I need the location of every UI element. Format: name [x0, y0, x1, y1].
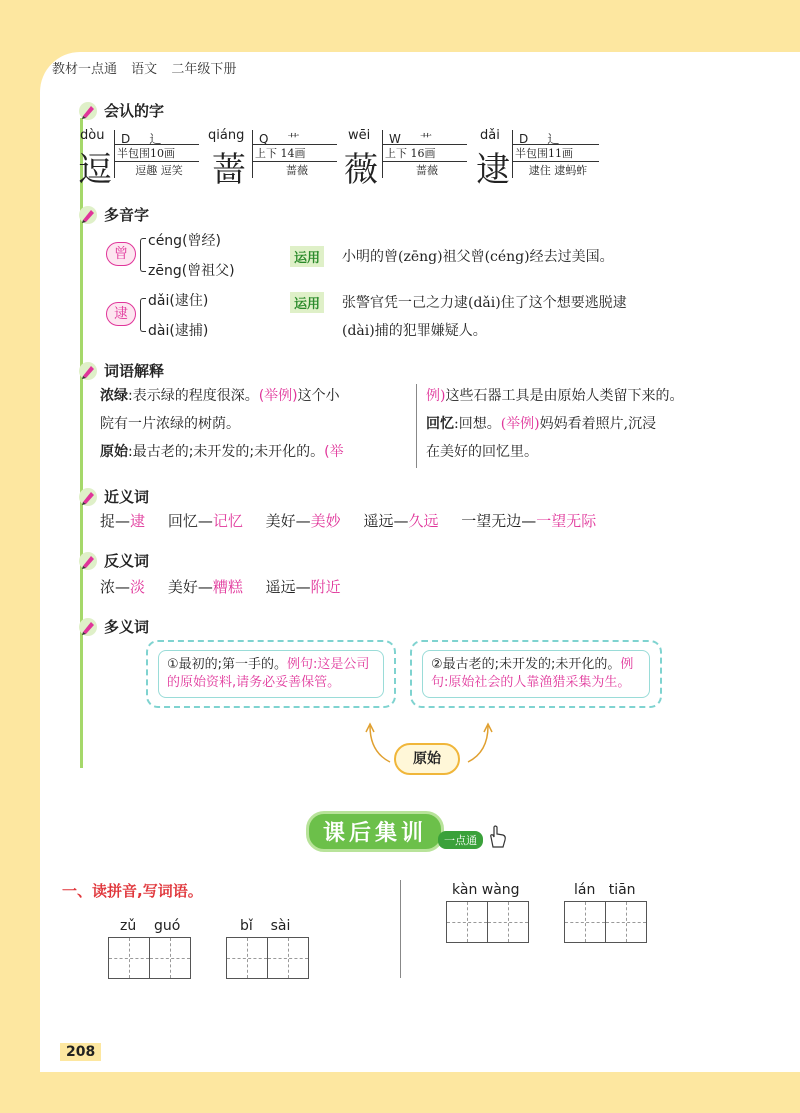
page-number: 208 — [60, 1043, 101, 1061]
char-glyph: 薇 — [344, 150, 378, 190]
char-glyph: 蔷 — [212, 150, 246, 190]
word-b: 美妙 — [310, 512, 341, 530]
example-tag: (举例) — [258, 388, 298, 404]
word-a: 美好 — [265, 512, 296, 530]
writing-cell[interactable] — [446, 901, 488, 943]
char-letter: Q — [259, 132, 269, 146]
pencil-icon — [78, 487, 98, 507]
char-index — [115, 130, 199, 144]
section-polysemy — [78, 616, 149, 637]
pencil-icon — [78, 361, 98, 381]
explain-line — [426, 410, 746, 438]
char-radical: 艹 — [287, 132, 300, 146]
section-polyphone — [78, 204, 149, 225]
section-explain — [78, 360, 164, 381]
pinyin-2: wàng — [481, 882, 520, 898]
definition: :表示绿的程度很深。 — [128, 388, 259, 404]
writing-cell[interactable] — [487, 901, 529, 943]
char-words: 蔷薇 — [416, 164, 438, 177]
reading-1: céng(曾经) — [148, 233, 221, 249]
char-card — [344, 128, 470, 190]
pinyin-2: guó — [154, 918, 181, 934]
pinyin-label — [120, 918, 180, 934]
writing-cell[interactable] — [108, 937, 150, 979]
page-header — [52, 58, 246, 77]
reading-2: dài(逮捕) — [148, 323, 209, 339]
char-info — [114, 130, 199, 178]
synonym-pair: 回忆—记忆 — [167, 512, 243, 530]
writing-cell[interactable] — [605, 901, 647, 943]
char-words: 逗趣 逗笑 — [135, 164, 183, 177]
char-radical: 艹 — [419, 132, 432, 146]
bottom-band — [0, 1072, 800, 1113]
term: 浓绿 — [100, 388, 128, 404]
pinyin-1: lán — [574, 882, 596, 898]
char-index — [253, 130, 337, 144]
word-a: 一望无边 — [461, 512, 522, 530]
banner-title: 课后集训 — [306, 811, 444, 852]
question-1: 一、读拼音,写词语。 — [62, 882, 203, 900]
section-title: 会认的字 — [104, 102, 165, 120]
char-glyph: 逮 — [476, 150, 510, 190]
char-radical: 辶 — [149, 132, 162, 146]
pinyin-1: kàn — [452, 882, 478, 898]
pinyin-2: sài — [270, 918, 291, 934]
char-info — [252, 130, 337, 178]
word-b: 淡 — [130, 578, 146, 596]
brace — [140, 298, 146, 332]
term: 回忆 — [426, 416, 454, 432]
synonym-pair: 捉—逮 — [100, 512, 146, 530]
example-tag: (举 — [324, 444, 344, 460]
word-a: 美好 — [167, 578, 198, 596]
grade: 二年级下册 — [171, 62, 237, 77]
synonym-pair: 美好—美妙 — [265, 512, 341, 530]
term: 原始 — [100, 444, 128, 460]
section-antonym — [78, 550, 149, 571]
char-structure: 上下 14画 — [253, 144, 337, 162]
synonym-list — [100, 510, 614, 531]
word-a: 遥远 — [265, 578, 296, 596]
pinyin-label — [574, 882, 636, 898]
section-title: 多音字 — [104, 206, 150, 224]
pencil-icon — [78, 205, 98, 225]
brace — [140, 238, 146, 272]
word-b: 糟糕 — [212, 578, 243, 596]
section-synonym — [78, 486, 149, 507]
use-tag: 运用 — [290, 292, 324, 313]
use-tag: 运用 — [290, 246, 324, 267]
char-info — [382, 130, 467, 178]
antonym-pair: 遥远—附近 — [265, 578, 341, 596]
column-divider — [416, 384, 417, 468]
pinyin-2: tiān — [608, 882, 636, 898]
section-title: 词语解释 — [104, 362, 165, 380]
usage-sentence: 小明的曾(zēng)祖父曾(céng)经去过美国。 — [342, 249, 614, 265]
meaning-example: 例句:这是公司的原始资料,请务必妥善保管。 — [167, 657, 370, 690]
pinyin-label — [240, 918, 290, 934]
word-a: 浓 — [100, 578, 116, 596]
section-title: 近义词 — [104, 488, 150, 506]
char-letter: D — [121, 132, 131, 146]
char-structure: 上下 16画 — [383, 144, 467, 162]
usage-sentence-2: (dài)捕的犯罪嫌疑人。 — [342, 323, 487, 339]
section-title: 反义词 — [104, 552, 150, 570]
char-radical: 辶 — [547, 132, 560, 146]
meaning-bubble-2 — [410, 640, 662, 708]
example-text: 这个小 — [297, 388, 340, 404]
char-index — [513, 130, 599, 144]
explain-left — [100, 382, 410, 466]
hand-pointer-icon — [485, 823, 509, 849]
word-a: 捉 — [100, 512, 116, 530]
pencil-icon — [78, 101, 98, 121]
antonym-pair: 浓—淡 — [100, 578, 146, 596]
explain-line — [100, 382, 410, 410]
meaning-example: 例句:原始社会的人靠渔猎采集为生。 — [431, 657, 634, 690]
char-pinyin: dòu — [80, 128, 105, 143]
char-letter: W — [389, 132, 401, 146]
usage-sentence-1: 张警官凭一己之力逮(dǎi)住了这个想要逃脱逮 — [342, 295, 627, 311]
word-a: 遥远 — [363, 512, 394, 530]
banner-sub: 一点通 — [438, 831, 483, 849]
word-b: 一望无际 — [536, 512, 597, 530]
pencil-icon — [78, 617, 98, 637]
meaning-card — [422, 650, 650, 698]
example-tag: 例) — [426, 388, 446, 404]
char-glyph: 逗 — [78, 150, 112, 190]
exercise-divider — [400, 880, 401, 978]
example-text: 这些石器工具是由原始人类留下来的。 — [445, 388, 684, 404]
char-structure: 半包围11画 — [513, 144, 599, 162]
antonym-pair: 美好—糟糕 — [167, 578, 243, 596]
writing-cell[interactable] — [226, 937, 268, 979]
pencil-icon — [78, 551, 98, 571]
polysemy-word: 原始 — [394, 743, 460, 775]
meaning-card — [158, 650, 384, 698]
char-pinyin: qiáng — [208, 128, 245, 143]
writing-cell[interactable] — [267, 937, 309, 979]
section-recognize — [78, 100, 164, 121]
word-a: 回忆 — [167, 512, 198, 530]
pinyin-1: bǐ — [240, 918, 253, 934]
section-title: 多义词 — [104, 618, 150, 636]
meaning-definition: ②最古老的;未开发的;未开化的。 — [431, 657, 621, 672]
definition: :回想。 — [454, 416, 501, 432]
subject: 语文 — [131, 62, 158, 77]
char-card — [474, 128, 600, 190]
definition: :最古老的;未开发的;未开化的。 — [128, 444, 325, 460]
word-b: 逮 — [130, 512, 146, 530]
reading-1: dǎi(逮住) — [148, 293, 209, 309]
pinyin-1: zǔ — [120, 918, 137, 934]
char-pinyin: dǎi — [480, 128, 500, 143]
char-card — [208, 128, 336, 190]
writing-cell[interactable] — [149, 937, 191, 979]
polyphone-char: 逮 — [106, 302, 136, 326]
meaning-bubble-1 — [146, 640, 396, 708]
writing-cell[interactable] — [564, 901, 606, 943]
antonym-list — [100, 576, 359, 597]
explain-line: 院有一片浓绿的树荫。 — [100, 416, 240, 432]
book-name: 教材一点通 — [52, 62, 118, 77]
synonym-pair: 遥远—久远 — [363, 512, 439, 530]
char-info — [512, 130, 599, 178]
char-index — [383, 130, 467, 144]
char-card — [78, 128, 200, 190]
word-b: 附近 — [310, 578, 341, 596]
word-b: 记忆 — [212, 512, 243, 530]
writing-grid — [446, 901, 527, 943]
example-tag: (举例) — [500, 416, 540, 432]
char-words: 逮住 逮蚂蚱 — [528, 164, 588, 177]
char-words: 蔷薇 — [286, 164, 308, 177]
char-pinyin: wēi — [348, 128, 371, 143]
writing-grid — [226, 937, 307, 979]
explain-line — [100, 438, 410, 466]
explain-line: 在美好的回忆里。 — [426, 444, 538, 460]
char-structure: 半包围10画 — [115, 144, 199, 162]
polyphone-char: 曾 — [106, 242, 136, 266]
writing-grid — [108, 937, 189, 979]
char-letter: D — [519, 132, 529, 146]
exercise-banner — [306, 814, 509, 848]
pinyin-label — [452, 882, 520, 898]
meaning-definition: ①最初的;第一手的。 — [167, 657, 288, 672]
explain-right — [426, 382, 746, 466]
writing-grid — [564, 901, 645, 943]
reading-2: zēng(曾祖父) — [148, 263, 235, 279]
word-b: 久远 — [408, 512, 439, 530]
example-text: 妈妈看着照片,沉浸 — [539, 416, 657, 432]
explain-line — [426, 382, 746, 410]
synonym-pair: 一望无边—一望无际 — [461, 512, 597, 530]
